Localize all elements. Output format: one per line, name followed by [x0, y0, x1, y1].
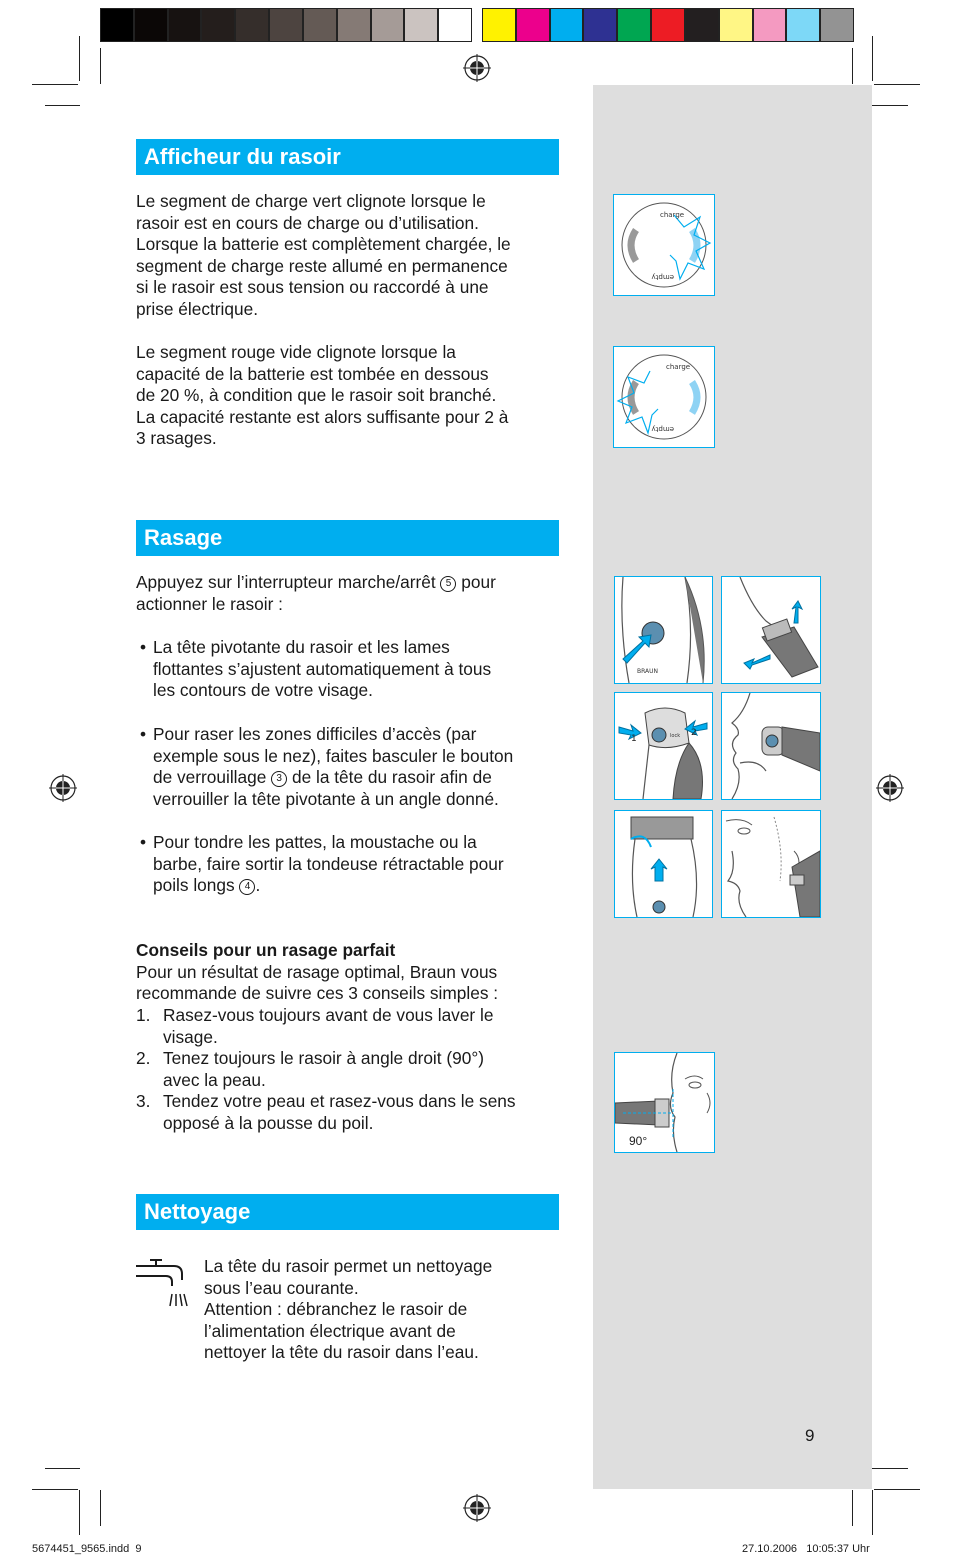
bullet-item: [136, 832, 566, 897]
grayscale-color-bar: [100, 8, 472, 42]
display-empty-label: empty: [651, 273, 674, 281]
display-empty-figure: [613, 346, 715, 448]
color-swatch: [371, 8, 405, 42]
text-line: recommande de suivre ces 3 conseils simples :: [136, 983, 499, 1004]
color-swatch: [820, 8, 854, 42]
footer-file-info: [32, 1543, 142, 1555]
nettoyage-paragraph: [204, 1256, 564, 1364]
registration-mark-icon: [463, 1494, 491, 1522]
color-swatch: [235, 8, 269, 42]
afficheur-paragraph-2: [136, 342, 566, 450]
display-charge-label: charge: [666, 363, 691, 371]
text-line: Tendez votre peau et rasez-vous dans le sens: [163, 1091, 516, 1112]
text-line: Rasez-vous toujours avant de vous laver le: [163, 1005, 494, 1025]
long-hair-trimmer-illustration: [615, 811, 712, 917]
long-hair-trimmer-figure: [614, 810, 713, 918]
color-swatch: [550, 8, 584, 42]
registration-mark-icon: [876, 774, 904, 802]
display-empty-label: empty: [651, 425, 674, 433]
color-swatch: [100, 8, 134, 42]
water-tap-icon: [134, 1258, 190, 1310]
footer-timestamp: [742, 1543, 870, 1555]
text-line: si le rasoir est sous tension ou raccordé à une: [136, 277, 489, 298]
crop-mark: [872, 1468, 908, 1469]
crop-mark: [45, 105, 80, 106]
color-swatch: [134, 8, 168, 42]
text-line: La capacité restante est alors suffisante pour 2 à: [136, 406, 509, 427]
text-line: avec la peau.: [163, 1069, 266, 1090]
text-line: Tenez toujours le rasoir à angle droit (90°): [163, 1048, 485, 1069]
list-item: [136, 1091, 566, 1134]
step-1-label: 1: [631, 734, 637, 744]
color-swatch: [168, 8, 202, 42]
text-span: pour: [461, 572, 496, 592]
angle-label: 90°: [629, 1134, 648, 1148]
bullet-mark: •: [140, 637, 147, 657]
tips-title: Conseils pour un rasage parfait: [136, 940, 396, 960]
shaver-lock-figure: [614, 692, 713, 800]
text-line: verrouiller la tête pivotante à un angle donné.: [153, 788, 499, 809]
crop-mark: [872, 1490, 873, 1535]
footer-page: 9: [135, 1543, 142, 1555]
text-line: La tête du rasoir permet un nettoyage: [204, 1256, 493, 1276]
reference-number: 5: [440, 576, 456, 592]
page-number: 9: [805, 1426, 815, 1445]
registration-mark-icon: [463, 54, 491, 82]
text-line: Pour un résultat de rasage optimal, Braun vous: [136, 961, 498, 982]
crop-mark: [45, 1468, 80, 1469]
crop-mark: [852, 48, 853, 84]
list-number: 2.: [136, 1048, 151, 1069]
text-span: .: [255, 875, 261, 896]
text-line: les contours de votre visage.: [153, 680, 373, 701]
footer-time: 10:05:37 Uhr: [806, 1543, 870, 1555]
color-swatch: [685, 8, 719, 42]
shaving-neck-figure: [721, 576, 821, 684]
color-swatch: [719, 8, 753, 42]
bullet-mark: •: [140, 724, 147, 744]
text-span: de verrouillage: [153, 767, 267, 788]
reference-number: 3: [271, 771, 287, 787]
color-swatch: [438, 8, 472, 42]
crop-mark: [872, 36, 873, 81]
text-line: nettoyer la tête du rasoir dans l’eau.: [204, 1342, 479, 1363]
crop-mark: [32, 84, 78, 85]
color-swatch: [651, 8, 685, 42]
shaving-nose-illustration: [722, 693, 820, 799]
heading-nettoyage: Nettoyage: [136, 1194, 559, 1230]
display-charge-figure: [613, 194, 715, 296]
heading-rasage: Rasage: [136, 520, 559, 556]
color-swatch: [516, 8, 550, 42]
text-line: Pour raser les zones difficiles d’accès (par: [153, 724, 477, 744]
list-item: [136, 1048, 566, 1091]
text-line: Pour tondre les pattes, la moustache ou la: [153, 832, 477, 852]
color-swatch: [404, 8, 438, 42]
text-line: de 20 %, à condition que le rasoir soit branché.: [136, 385, 497, 406]
crop-mark: [874, 84, 920, 85]
bullet-item: [136, 637, 566, 702]
color-swatch: [583, 8, 617, 42]
color-swatch: [482, 8, 516, 42]
text-line: sous l’eau courante.: [204, 1277, 359, 1298]
trimming-sideburns-figure: [721, 810, 821, 918]
crop-mark: [100, 48, 101, 84]
crop-mark: [79, 1490, 80, 1535]
text-span: poils longs: [153, 875, 235, 896]
trimming-sideburns-illustration: [722, 811, 820, 917]
tips-list: [136, 1005, 566, 1135]
bullet-mark: •: [140, 832, 147, 852]
display-empty-illustration: [614, 347, 714, 447]
color-swatch: [201, 8, 235, 42]
text-span: Appuyez sur l’interrupteur marche/arrêt: [136, 572, 436, 592]
text-line: actionner le rasoir :: [136, 593, 283, 614]
shaver-switch-figure: [614, 576, 713, 684]
shaving-neck-illustration: [722, 577, 820, 683]
lock-label: lock: [670, 733, 681, 739]
text-line: barbe, faire sortir la tondeuse rétractable pour: [153, 853, 504, 874]
text-line: Attention : débranchez le rasoir de: [204, 1299, 468, 1320]
bullet-item: [136, 724, 566, 810]
text-line: Lorsque la batterie est complètement chargée, le: [136, 234, 511, 255]
text-line: rasoir est en cours de charge ou d’utilisation.: [136, 212, 479, 233]
list-number: 1.: [136, 1005, 151, 1025]
text-line: capacité de la batterie est tombée en dessous: [136, 363, 489, 384]
crop-mark: [79, 36, 80, 81]
tips-block: [136, 940, 566, 1005]
display-charge-label: charge: [660, 211, 685, 219]
crop-mark: [100, 1490, 101, 1526]
shaving-nose-figure: [721, 692, 821, 800]
afficheur-paragraph-1: [136, 191, 566, 321]
heading-afficheur: Afficheur du rasoir: [136, 139, 559, 175]
right-angle-illustration: [615, 1053, 714, 1152]
text-line: visage.: [163, 1026, 218, 1047]
color-swatch: [786, 8, 820, 42]
text-line: opposé à la pousse du poil.: [163, 1112, 374, 1133]
text-line: flottantes s’ajustent automatiquement à tous: [153, 658, 492, 679]
color-swatch: [617, 8, 651, 42]
crop-mark: [874, 1489, 920, 1490]
registration-mark-icon: [49, 774, 77, 802]
crop-mark: [872, 105, 908, 106]
right-angle-figure: [614, 1052, 715, 1153]
color-swatch: [269, 8, 303, 42]
step-2-label: 2: [691, 728, 697, 738]
rasage-intro: [136, 572, 566, 615]
reference-number: 4: [239, 879, 255, 895]
text-line: l’alimentation électrique avant de: [204, 1320, 456, 1341]
crop-mark: [32, 1489, 78, 1490]
list-number: 3.: [136, 1091, 151, 1112]
display-charge-illustration: [614, 195, 714, 295]
braun-logo: BRAUN: [637, 668, 659, 675]
color-swatch: [303, 8, 337, 42]
text-line: La tête pivotante du rasoir et les lames: [153, 637, 450, 657]
list-item: [136, 1005, 566, 1048]
text-line: segment de charge reste allumé en permanence: [136, 255, 508, 276]
color-swatch: [753, 8, 787, 42]
text-line: prise électrique.: [136, 298, 258, 319]
footer-date: 27.10.2006: [742, 1543, 798, 1555]
text-line: 3 rasages.: [136, 428, 217, 449]
shaver-lock-illustration: [615, 693, 712, 799]
crop-mark: [852, 1490, 853, 1526]
process-color-bar: [482, 8, 854, 42]
color-swatch: [337, 8, 371, 42]
text-line: Le segment rouge vide clignote lorsque la: [136, 342, 456, 362]
text-line: exemple sous le nez), faites basculer le bouton: [153, 745, 514, 766]
footer-file-name: 5674451_9565.indd: [32, 1543, 130, 1555]
text-span: de la tête du rasoir afin de: [291, 767, 492, 788]
shaver-switch-illustration: [615, 577, 712, 683]
text-line: Le segment de charge vert clignote lorsque le: [136, 191, 486, 211]
